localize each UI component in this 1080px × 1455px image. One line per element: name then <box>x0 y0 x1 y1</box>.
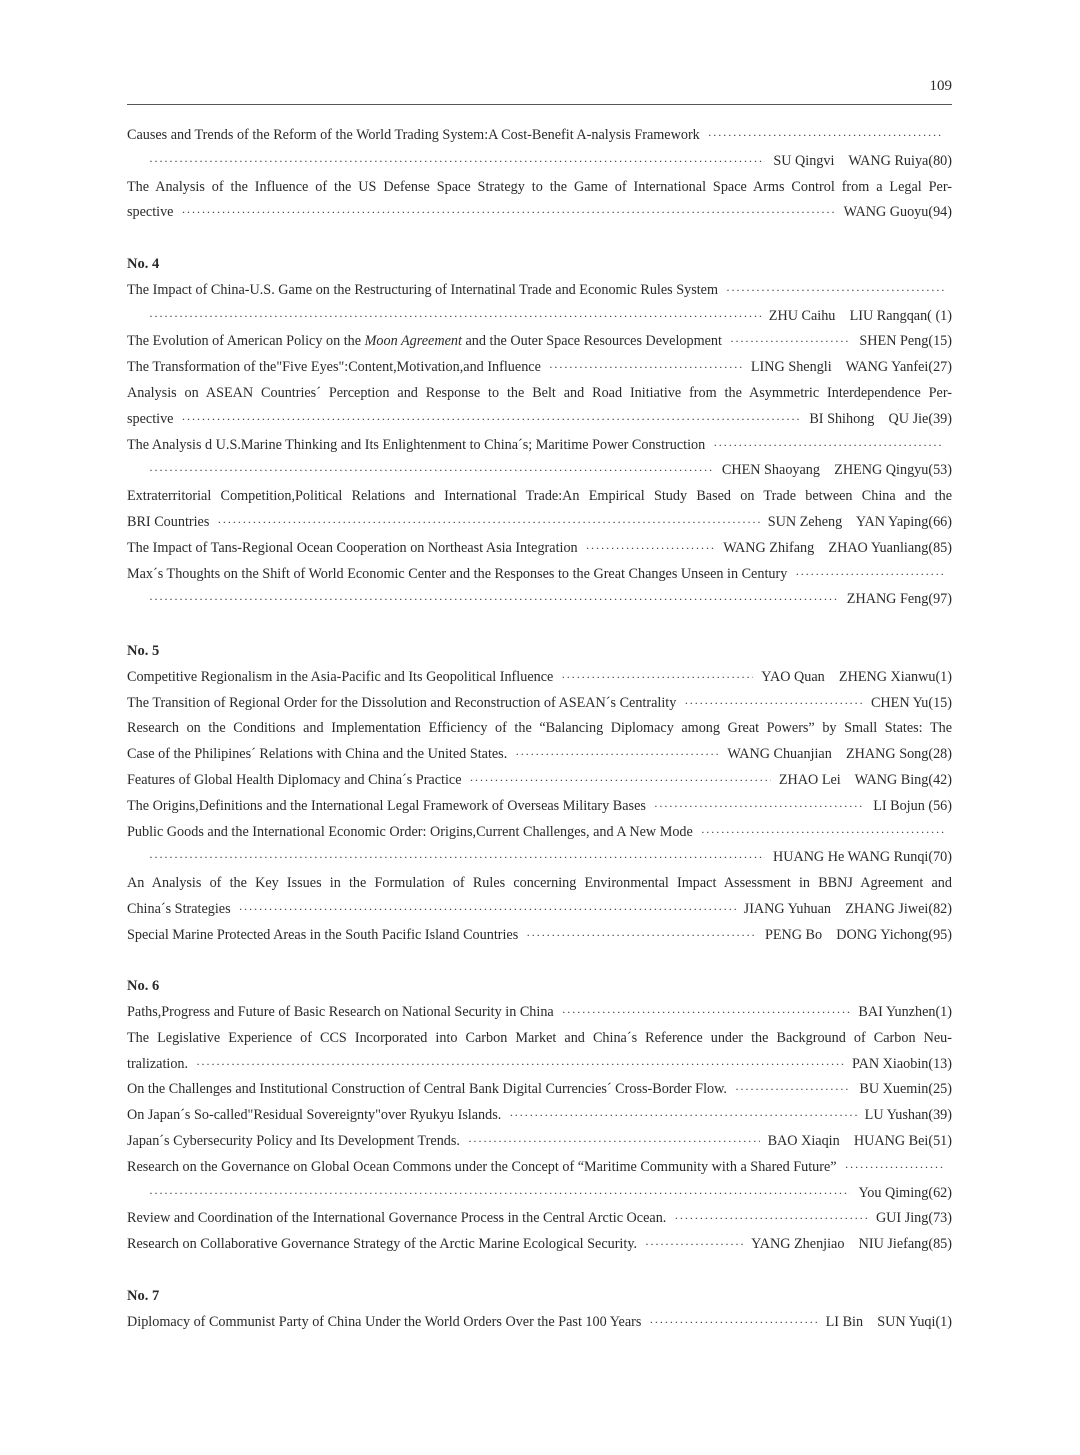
toc-entry: Paths,Progress and Future of Basic Research on National Security in China ····· BAI Yunzhen(1) <box>127 1000 952 1026</box>
toc-entry: Special Marine Protected Areas in the South Pacific Island Countries ····· PENG Bo DONG Yichong(95) <box>127 923 952 949</box>
toc-entry-title: The Legislative Experience of CCS Incorporated into Carbon Market and China´s Reference under the Background of Carbon Neu- <box>127 1029 952 1046</box>
toc-entry-title: The Impact of China-U.S. Game on the Restructuring of Internatinal Trade and Economic Rules System ····· <box>127 278 952 304</box>
toc-entry-title: Max´s Thoughts on the Shift of World Economic Center and the Responses to the Great Changes Unseen in Century ····· <box>127 562 952 588</box>
issue-heading: No. 6 <box>127 978 160 995</box>
toc-entry-title: Causes and Trends of the Reform of the World Trading System:A Cost-Benefit A-nalysis Framework ····· <box>127 123 952 149</box>
toc-entry-title: Public Goods and the International Economic Order: Origins,Current Challenges, and A New Mode ····· <box>127 820 952 846</box>
toc-entry: On Japan´s So-called"Residual Sovereignty"over Ryukyu Islands. ····· LU Yushan(39) <box>127 1103 952 1129</box>
toc-entry: Japan´s Cybersecurity Policy and Its Development Trends. ····· BAO Xiaqin HUANG Bei(51) <box>127 1129 952 1155</box>
toc-entry-continuation: spective ····· BI Shihong QU Jie(39) <box>127 407 952 433</box>
toc-entry-continuation: spective ····· WANG Guoyu(94) <box>127 200 952 226</box>
toc-entry: The Origins,Definitions and the International Legal Framework of Overseas Military Bases ····· LI Bojun (56) <box>127 794 952 820</box>
toc-entry: On the Challenges and Institutional Construction of Central Bank Digital Currencies´ Cross-Border Flow. ····· BU Xuemin(25) <box>127 1077 952 1103</box>
toc-entry-title: The Analysis of the Influence of the US Defense Space Strategy to the Game of International Space Arms Control from a Legal Per- <box>127 178 952 195</box>
toc-entry: Features of Global Health Diplomacy and China´s Practice ····· ZHAO Lei WANG Bing(42) <box>127 768 952 794</box>
toc-entry-title: Research on the Conditions and Implementation Efficiency of the “Balancing Diplomacy among Great Powers” by Small States: The <box>127 720 952 737</box>
toc-entry: Diplomacy of Communist Party of China Under the World Orders Over the Past 100 Years ····· LI Bin SUN Yuqi(1) <box>127 1310 952 1336</box>
toc-entry-continuation: ····· SU Qingvi WANG Ruiya(80) <box>127 149 952 175</box>
toc-entry-title: Analysis on ASEAN Countries´ Perception and Response to the Belt and Road Initiative from the Asymmetric Interdependence Per- <box>127 384 952 401</box>
header-rule <box>127 104 952 105</box>
toc-entry-title: Extraterritorial Competition,Political Relations and International Trade:An Empirical Study Based on Trade between China and the <box>127 488 952 505</box>
toc-entry-continuation: tralization. ····· PAN Xiaobin(13) <box>127 1052 952 1078</box>
toc-entry: Competitive Regionalism in the Asia-Pacific and Its Geopolitical Influence ····· YAO Quan ZHENG Xianwu(1) <box>127 665 952 691</box>
toc-entry-continuation: BRI Countries ····· SUN Zeheng YAN Yaping(66) <box>127 510 952 536</box>
toc-entry: Research on Collaborative Governance Strategy of the Arctic Marine Ecological Security. ····· YANG Zhenjiao NIU Jiefang(85) <box>127 1232 952 1258</box>
toc-entry: The Transformation of the"Five Eyes":Content,Motivation,and Influence ····· LING Shengli WANG Yanfei(27) <box>127 355 952 381</box>
toc-entry-continuation: China´s Strategies ····· JIANG Yuhuan ZHANG Jiwei(82) <box>127 897 952 923</box>
toc-entry-continuation: ····· ZHANG Feng(97) <box>127 587 952 613</box>
toc-entry-title: Research on the Governance on Global Ocean Commons under the Concept of “Maritime Community with a Shared Future” ····· <box>127 1155 952 1181</box>
toc-entry: The Transition of Regional Order for the Dissolution and Reconstruction of ASEAN´s Centrality ····· CHEN Yu(15) <box>127 691 952 717</box>
toc-entry-continuation: Case of the Philipines´ Relations with China and the United States. ····· WANG Chuanjian ZHANG Song(28) <box>127 742 952 768</box>
toc-entry-continuation: ····· You Qiming(62) <box>127 1181 952 1207</box>
issue-heading: No. 7 <box>127 1287 160 1304</box>
toc-entry-continuation: ····· CHEN Shaoyang ZHENG Qingyu(53) <box>127 458 952 484</box>
toc-entry-title: An Analysis of the Key Issues in the Formulation of Rules concerning Environmental Impact Assessment in BBNJ Agreement and <box>127 875 952 892</box>
page-number: 109 <box>929 78 952 94</box>
toc-entry: The Evolution of American Policy on the Moon Agreement and the Outer Space Resources Development ····· SHEN Peng(15) <box>127 329 952 355</box>
toc-entry: Review and Coordination of the International Governance Process in the Central Arctic Ocean. ····· GUI Jing(73) <box>127 1206 952 1232</box>
toc-entry-continuation: ····· ZHU Caihu LIU Rangqan( (1) <box>127 304 952 330</box>
toc-entry-title: The Analysis d U.S.Marine Thinking and Its Enlightenment to China´s; Maritime Power Construction ····· <box>127 433 952 459</box>
toc-entry: The Impact of Tans-Regional Ocean Cooperation on Northeast Asia Integration ····· WANG Zhifang ZHAO Yuanliang(85) <box>127 536 952 562</box>
toc-content <box>127 123 952 1335</box>
issue-heading: No. 4 <box>127 255 160 272</box>
toc-entry-continuation: ····· HUANG He WANG Runqi(70) <box>127 845 952 871</box>
issue-heading: No. 5 <box>127 642 160 659</box>
